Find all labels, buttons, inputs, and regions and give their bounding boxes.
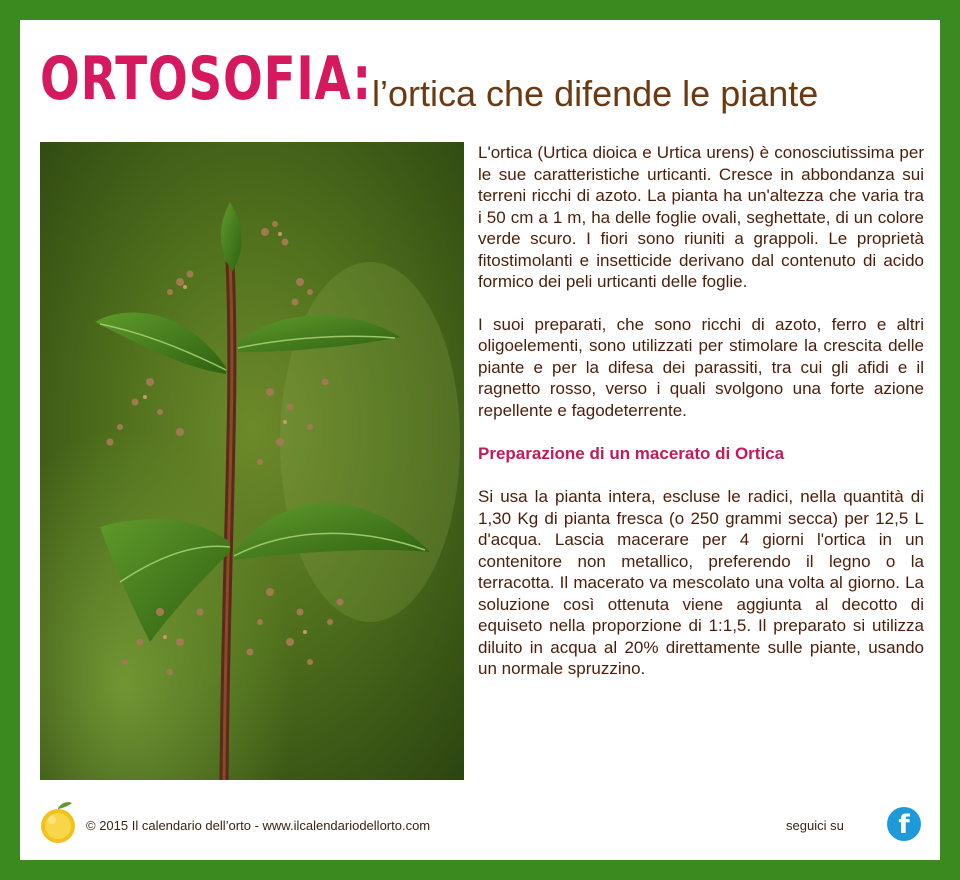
lemon-icon	[38, 800, 80, 844]
follow-label: seguici su	[786, 818, 844, 833]
preparation-paragraph: Si usa la pianta intera, escluse le radici, nella quantità di 1,30 Kg di pianta fresca (o 250 grammi secca) per 12,5 L d'acqua. Lascia macerare per 4 giorni l'ortica in un contenitore non metallico, preferendo il legno o la terracotta. Il macerato va mescolato una volta al giorno. La soluzione così ottenuta viene aggiunta al decotto di equiseto nella proporzione di 1:1,5. Il preparato si utilizza diluito in acqua al 20% direttamente sulle piante, usando un normale spruzzino.	[478, 487, 924, 678]
copyright-text: © 2015 Il calendario dell’orto - www.ilcalendariodellorto.com	[86, 818, 431, 833]
page-subtitle: l’ortica che difende le piante	[372, 73, 819, 114]
article-text	[478, 142, 924, 680]
preparation-heading: Preparazione di un macerato di Ortica	[478, 444, 785, 463]
nettle-photo	[40, 142, 464, 780]
intro-paragraph: L'ortica (Urtica dioica e Urtica urens) è conosciutissima per le sue caratteristiche urticanti. Cresce in abbondanza sui terreni ricchi di azoto. La pianta ha un'altezza che varia tra i 50 cm a 1 m, ha delle foglie ovali, seghettate, di un colore verde scuro. I fiori sono riuniti a grappoli. Le proprietà fitostimolanti e insetticide derivano dal contenuto di acido formico dei peli urticanti delle foglie.	[478, 143, 924, 291]
page-title: ORTOSOFIA:	[40, 44, 372, 114]
nettle-plant-illustration	[40, 142, 464, 780]
facebook-icon[interactable]: f	[887, 807, 921, 841]
infographic-card	[20, 20, 940, 860]
uses-paragraph: I suoi preparati, che sono ricchi di azoto, ferro e altri oligoelementi, sono utilizzati per stimolare la crescita delle piante e per la difesa dei parassiti, tra cui gli afidi e il ragnetto rosso, verso i quali svolgono una forte azione repellente e fagodeterrente.	[478, 314, 924, 420]
